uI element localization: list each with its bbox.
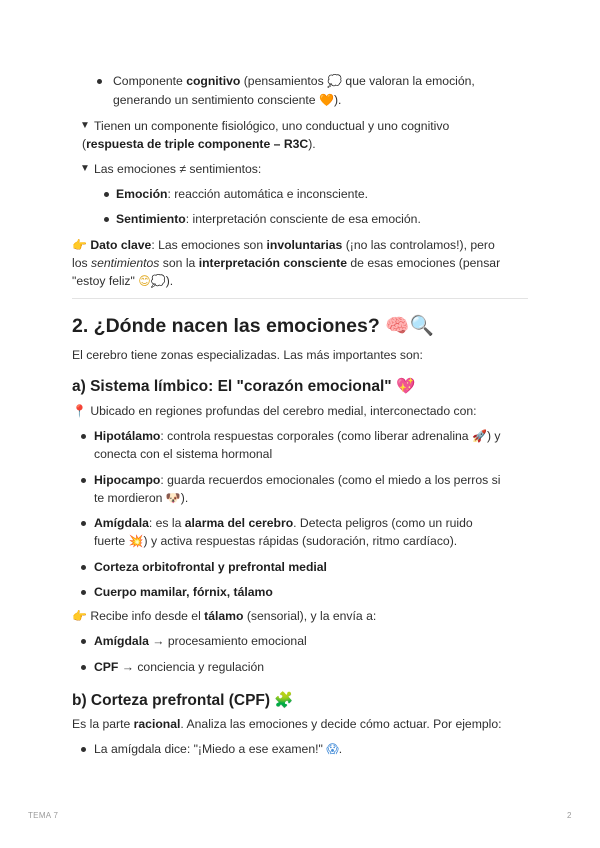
toggle-arrow-icon[interactable]: ▼ xyxy=(80,163,90,174)
bullet-dot xyxy=(81,565,86,570)
bullet-dot xyxy=(104,217,109,222)
hipocampo-line-2: te mordieron 🐶). xyxy=(94,491,189,505)
collision-icon: 💥 xyxy=(128,534,144,548)
triple-line-1: Tienen un componente fisiológico, uno conductual y uno cognitivo xyxy=(94,119,450,133)
bullet-dot xyxy=(81,665,86,670)
dato-clave-line-1: 👉 Dato clave: Las emociones son involuntarias (¡no las controlamos!), pero xyxy=(72,238,495,252)
sparkling-heart-icon: 💖 xyxy=(395,377,416,395)
limbico-heading: a) Sistema límbico: El "corazón emocional" 💖 xyxy=(72,377,416,395)
bullet-dot xyxy=(81,434,86,439)
thought-bubble-icon: 💭 xyxy=(327,74,343,88)
bullet-dot xyxy=(97,79,102,84)
footer-topic: TEMA 7 xyxy=(28,811,59,820)
flow-cpf-item: CPF → conciencia y regulación xyxy=(94,660,265,674)
bullet-dot xyxy=(81,639,86,644)
pointing-hand-icon: 👉 xyxy=(72,238,87,252)
cpf-intro: Es la parte racional. Analiza las emociones y decide cómo actuar. Por ejemplo: xyxy=(72,717,502,731)
pin-icon: 📍 xyxy=(72,404,87,418)
cuerpo-mamilar-item: Cuerpo mamilar, fórnix, tálamo xyxy=(94,585,273,599)
dato-clave-line-3: "estoy feliz" 😊💭). xyxy=(72,274,174,288)
footer-page-number: 2 xyxy=(567,811,572,820)
amigdala-line-2: fuerte 💥) y activa respuestas rápidas (sudoración, ritmo cardíaco). xyxy=(94,534,458,548)
section-divider xyxy=(72,298,528,299)
puzzle-piece-icon: 🧩 xyxy=(274,691,294,709)
hipotalamo-line-2: conecta con el sistema hormonal xyxy=(94,447,273,461)
flow-amigdala-item: Amígdala → procesamiento emocional xyxy=(94,634,307,648)
bullet-dot xyxy=(81,747,86,752)
corteza-orbitofrontal-item: Corteza orbitofrontal y prefrontal medial xyxy=(94,560,327,574)
cognitivo-line-1: Componente cognitivo (pensamientos 💭 que valoran la emoción, xyxy=(113,74,475,88)
hipocampo-line-1: Hipocampo: guarda recuerdos emocionales (como el miedo a los perros si xyxy=(94,473,501,487)
brain-icon: 🧠 xyxy=(385,314,410,337)
triple-line-2: (respuesta de triple componente – R3C). xyxy=(82,137,316,151)
cognitivo-bold: cognitivo xyxy=(186,74,241,88)
bullet-dot xyxy=(104,192,109,197)
bullet-dot xyxy=(81,478,86,483)
emociones-toggle-text: Las emociones ≠ sentimientos: xyxy=(94,162,262,176)
limbico-location: 📍 Ubicado en regiones profundas del cerebro medial, interconectado con: xyxy=(72,404,477,418)
talamo-flow-text: 👉 Recibe info desde el tálamo (sensorial), y la envía a: xyxy=(72,609,377,623)
pointing-hand-icon: 👉 xyxy=(72,609,87,623)
sentimiento-item: Sentimiento: interpretación consciente de esa emoción. xyxy=(116,212,421,226)
cognitivo-line-2: generando un sentimiento consciente 🧡). xyxy=(113,93,342,107)
amigdala-line-1: Amígdala: es la alarma del cerebro. Detecta peligros (como un ruido xyxy=(94,516,473,530)
smiling-face-icon: 😊 xyxy=(138,274,151,288)
toggle-arrow-icon[interactable]: ▼ xyxy=(80,120,90,131)
section-2-intro: El cerebro tiene zonas especializadas. Las más importantes son: xyxy=(72,348,423,362)
hipotalamo-line-1: Hipotálamo: controla respuestas corporales (como liberar adrenalina 🚀) y xyxy=(94,429,501,443)
magnifier-icon: 🔍 xyxy=(409,314,434,337)
orange-heart-icon: 🧡 xyxy=(318,93,334,107)
thought-bubble-icon: 💭 xyxy=(150,274,166,288)
rocket-icon: 🚀 xyxy=(471,429,487,443)
emocion-item: Emoción: reacción automática e inconsciente. xyxy=(116,187,368,201)
cpf-example-item: La amígdala dice: "¡Miedo a ese examen!" 😱. xyxy=(94,742,343,756)
bullet-dot xyxy=(81,521,86,526)
dato-clave-line-2: los sentimientos son la interpretación consciente de esas emociones (pensar xyxy=(72,256,501,270)
section-2-heading: 2. ¿Dónde nacen las emociones? 🧠🔍 xyxy=(72,314,434,337)
bullet-dot xyxy=(81,590,86,595)
dog-icon: 🐶 xyxy=(165,491,181,505)
screaming-face-icon: 😱 xyxy=(326,742,339,756)
cpf-heading: b) Corteza prefrontal (CPF) 🧩 xyxy=(72,691,294,709)
